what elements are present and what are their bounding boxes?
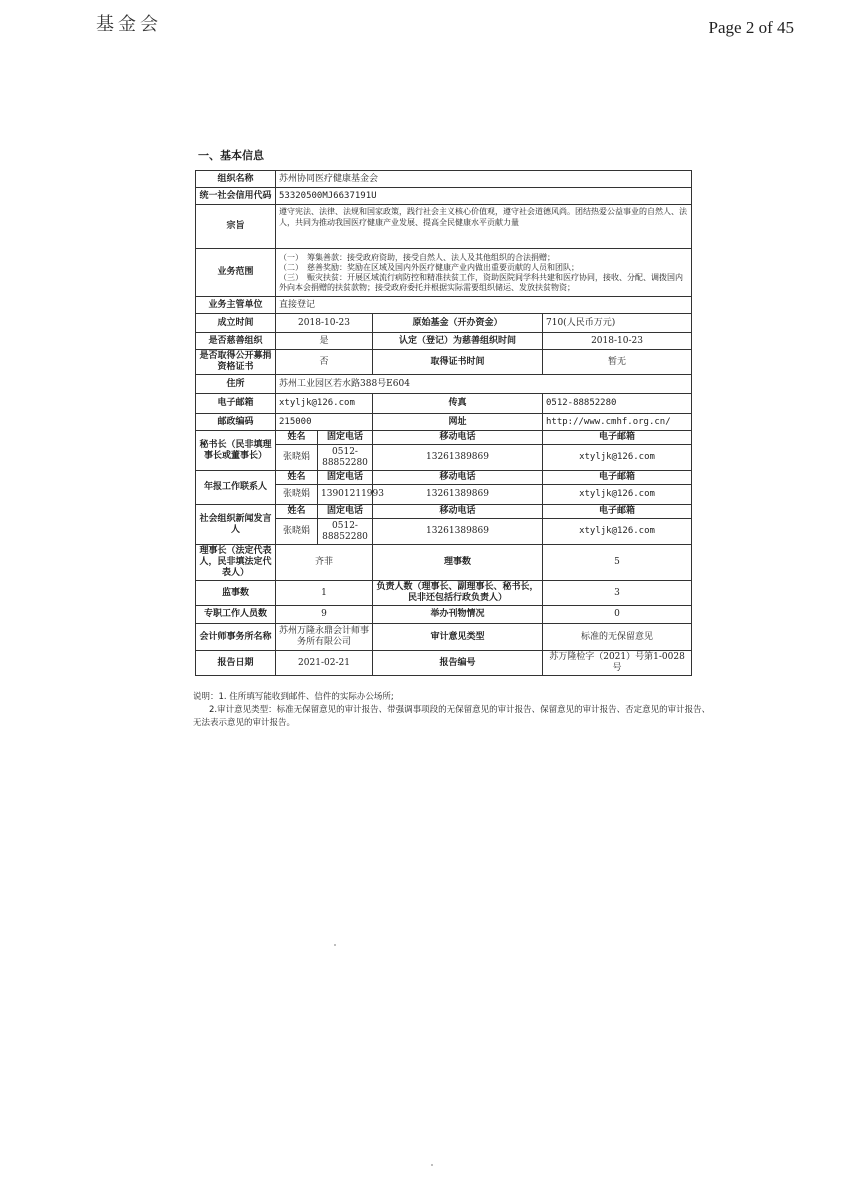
supervisor-count-value: 1: [276, 581, 373, 606]
board-count-label: 理事数: [373, 545, 543, 581]
contact-mobile: 13261389869: [373, 519, 543, 545]
footnote-1: 说明：1. 住所填写能收到邮件、信件的实际办公场所;: [193, 692, 394, 702]
section-title: 一、基本信息: [198, 149, 264, 162]
footnote-2: 2.审计意见类型：标准无保留意见的审计报告、带强调事项段的无保留意见的审计报告、保留意见的审计报告、否定意见的审计报告、无法表示意见的审计报告。: [193, 705, 711, 728]
table-row: [196, 414, 692, 431]
table-row: [196, 471, 692, 485]
table-row: [196, 651, 692, 676]
website-value: http://www.cmhf.org.cn/: [543, 414, 692, 431]
table-row: [196, 581, 692, 606]
fax-label: 传真: [373, 394, 543, 414]
table-row: [196, 545, 692, 581]
report-number-label: 报告编号: [373, 651, 543, 676]
footnotes: [193, 691, 713, 730]
contact-name-header: 姓名: [276, 471, 318, 485]
audit-opinion-label: 审计意见类型: [373, 624, 543, 651]
page-number: Page 2 of 45: [708, 18, 794, 37]
contact-phone-header: 固定电话: [318, 431, 373, 445]
table-row: [196, 188, 692, 205]
table-row: [196, 205, 692, 249]
charity-date-value: 2018-10-23: [543, 333, 692, 350]
supervisor-label: 业务主管单位: [196, 297, 276, 314]
contact-email: xtyljk@126.com: [543, 519, 692, 545]
scan-speck: [431, 1164, 433, 1166]
scope-value: [276, 249, 692, 297]
contact-mobile: 13261389869: [373, 485, 543, 505]
header-foundation-label: 基金会: [96, 14, 162, 35]
report-date-value: 2021-02-21: [276, 651, 373, 676]
purpose-value: 遵守宪法、法律、法规和国家政策，践行社会主义核心价值观，遵守社会道德风尚。团结热爱公益事业的自然人、法人，共同为推动我国医疗健康产业发展、提高全民健康水平贡献力量: [276, 205, 692, 249]
address-value: 苏州工业园区若水路388号E604: [276, 375, 692, 394]
contact-role-spokesperson: 社会组织新闻发言人: [196, 505, 276, 545]
credit-code-label: 统一社会信用代码: [196, 188, 276, 205]
fax-value: 0512-88852280: [543, 394, 692, 414]
table-row: [196, 505, 692, 519]
supervisor-value: 直接登记: [276, 297, 692, 314]
postcode-value: 215000: [276, 414, 373, 431]
established-label: 成立时间: [196, 314, 276, 333]
table-row: [196, 297, 692, 314]
audit-opinion-value: 标准的无保留意见: [543, 624, 692, 651]
contact-phone: 0512-88852280: [318, 519, 373, 545]
contact-email: xtyljk@126.com: [543, 485, 692, 505]
audit-firm-value: 苏州万隆永鼎会计师事务所有限公司: [276, 624, 373, 651]
leader-count-value: 3: [543, 581, 692, 606]
contact-mobile: 13261389869: [373, 445, 543, 471]
table-row: [196, 171, 692, 188]
contact-name: 张晓娟: [276, 519, 318, 545]
publication-value: 0: [543, 606, 692, 624]
leader-count-label: 负责人数（理事长、副理事长、秘书长，民非还包括行政负责人）: [373, 581, 543, 606]
audit-firm-label: 会计师事务所名称: [196, 624, 276, 651]
cert-date-label: 取得证书时间: [373, 350, 543, 375]
contact-phone: 13901211993: [318, 485, 373, 505]
staff-count-label: 专职工作人员数: [196, 606, 276, 624]
scan-speck: [334, 944, 336, 946]
contact-role-annual-report: 年报工作联系人: [196, 471, 276, 505]
scope-line-1: （一） 筹集善款：接受政府资助，接受自然人、法人及其他组织的合法捐赠；: [279, 252, 555, 262]
table-row: [196, 606, 692, 624]
charity-date-label: 认定（登记）为慈善组织时间: [373, 333, 543, 350]
org-name-value: 苏州协同医疗健康基金会: [276, 171, 692, 188]
table-row: [196, 624, 692, 651]
cert-date-value: 暂无: [543, 350, 692, 375]
chairman-value: 齐菲: [276, 545, 373, 581]
table-row: [196, 333, 692, 350]
contact-email: xtyljk@126.com: [543, 445, 692, 471]
email-label: 电子邮箱: [196, 394, 276, 414]
scope-label: 业务范围: [196, 249, 276, 297]
established-value: 2018-10-23: [276, 314, 373, 333]
contact-name-header: 姓名: [276, 431, 318, 445]
contact-email-header: 电子邮箱: [543, 431, 692, 445]
table-row: [196, 249, 692, 297]
website-label: 网址: [373, 414, 543, 431]
scope-line-2: （二） 慈善奖励：奖励在区域及国内外医疗健康产业内做出重要贡献的人员和团队；: [279, 262, 579, 272]
contact-phone: 0512-88852280: [318, 445, 373, 471]
chairman-label: 理事长（法定代表人，民非填法定代表人）: [196, 545, 276, 581]
supervisor-count-label: 监事数: [196, 581, 276, 606]
credit-code-value: 53320500MJ6637191U: [276, 188, 692, 205]
report-number-value: 苏万隆检字（2021）号第1-0028号: [543, 651, 692, 676]
contact-phone-header: 固定电话: [318, 505, 373, 519]
initial-fund-label: 原始基金（开办资金）: [373, 314, 543, 333]
table-row: [196, 314, 692, 333]
contact-email-header: 电子邮箱: [543, 505, 692, 519]
basic-info-table: [195, 170, 692, 676]
contact-mobile-header: 移动电话: [373, 471, 543, 485]
publication-label: 举办刊物情况: [373, 606, 543, 624]
scope-line-3: （三） 赈灾扶贫：开展区域流行病防控和精准扶贫工作，资助医院间学科共建和医疗协同，接收、分配、调拨国内外向本会捐赠的扶贫款物；接受政府委托并根据实际需要组织储运、发放扶贫物资；: [279, 272, 683, 292]
table-row: [196, 431, 692, 445]
report-date-label: 报告日期: [196, 651, 276, 676]
postcode-label: 邮政编码: [196, 414, 276, 431]
address-label: 住所: [196, 375, 276, 394]
table-row: [196, 375, 692, 394]
contact-phone-header: 固定电话: [318, 471, 373, 485]
purpose-label: 宗旨: [196, 205, 276, 249]
board-count-value: 5: [543, 545, 692, 581]
staff-count-value: 9: [276, 606, 373, 624]
email-value: xtyljk@126.com: [276, 394, 373, 414]
org-name-label: 组织名称: [196, 171, 276, 188]
contact-name: 张晓娟: [276, 485, 318, 505]
charity-value: 是: [276, 333, 373, 350]
contact-name-header: 姓名: [276, 505, 318, 519]
public-fund-value: 否: [276, 350, 373, 375]
initial-fund-value: 710(人民币万元): [543, 314, 692, 333]
contact-name: 张晓娟: [276, 445, 318, 471]
charity-label: 是否慈善组织: [196, 333, 276, 350]
contact-role-secretary: 秘书长（民非填理事长或董事长）: [196, 431, 276, 471]
public-fund-label: 是否取得公开募捐资格证书: [196, 350, 276, 375]
contact-mobile-header: 移动电话: [373, 431, 543, 445]
contact-email-header: 电子邮箱: [543, 471, 692, 485]
table-row: [196, 350, 692, 375]
table-row: [196, 394, 692, 414]
contact-mobile-header: 移动电话: [373, 505, 543, 519]
